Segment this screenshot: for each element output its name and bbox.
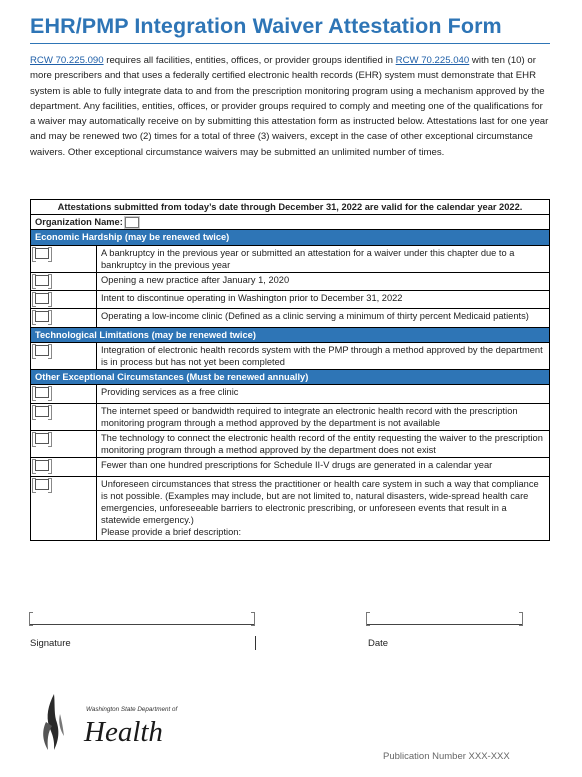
free-clinic-checkbox[interactable] xyxy=(35,387,49,398)
table-row xyxy=(31,458,550,476)
waiver-form-table xyxy=(30,199,550,541)
organization-name-row xyxy=(31,215,550,230)
table-row xyxy=(31,309,550,327)
criterion-text: Fewer than one hundred prescriptions for Schedule II-V drugs are generated in a calendar year xyxy=(97,458,550,476)
table-row xyxy=(31,291,550,309)
criterion-text: The technology to connect the electronic health record of the entity requesting the waiver to the prescription monitoring program through a method approved by the department does not exist xyxy=(97,431,550,458)
criterion-text: Opening a new practice after January 1, 2020 xyxy=(97,273,550,291)
table-row xyxy=(31,273,550,291)
intro-text-1: requires all facilities, entities, offices, or provider groups identified in xyxy=(103,55,396,66)
validity-header: Attestations submitted from today’s date through December 31, 2022 are valid for the calendar year 2022. xyxy=(31,200,550,215)
bankruptcy-checkbox[interactable] xyxy=(35,248,49,259)
table-row xyxy=(31,385,550,403)
table-row xyxy=(31,403,550,430)
publication-number: Publication Number XXX-XXX xyxy=(383,751,510,762)
intro-paragraph xyxy=(30,53,550,160)
divider xyxy=(255,636,256,650)
intro-text-2: with ten (10) or more prescribers and that uses a federally certified electronic health records (EHR) system must demonstrate that EHR system is able to fully integrate data to and from the prescription monitoring program using a mechanism approved by the department. Any facilities, entities, offices, or provider groups required to comply and meeting one of the qualifications for a waiver may automatically receive on by submitting this attestation form as instructed below. Attestations last for one year and may be renewed two (2) times for a total of three (3) waivers, except in the case of other exceptional circumstance waivers. Other exceptional circumstance waivers may be submitted an unlimited number of times. xyxy=(30,55,549,158)
signature-label: Signature xyxy=(30,638,71,649)
low-prescriptions-checkbox[interactable] xyxy=(35,460,49,471)
section-technological-limitations: Technological Limitations (may be renewed twice) xyxy=(31,327,550,342)
table-row xyxy=(31,431,550,458)
rcw-70-225-040-link[interactable]: RCW 70.225.040 xyxy=(395,55,470,66)
criterion-text: Operating a low-income clinic (Defined as a clinic serving a minimum of thirty percent Medicaid patients) xyxy=(97,309,550,327)
table-row xyxy=(31,476,550,540)
table-row xyxy=(31,342,550,369)
criterion-text: Providing services as a free clinic xyxy=(97,385,550,403)
unforeseen-circumstances-checkbox[interactable] xyxy=(35,479,49,490)
criterion-text: A bankruptcy in the previous year or submitted an attestation for a waiver under this chapter due to a bankruptcy in the previous year xyxy=(97,245,550,272)
signature-field[interactable] xyxy=(30,612,254,625)
internet-speed-checkbox[interactable] xyxy=(35,406,49,417)
unforeseen-circumstances-text: Unforeseen circumstances that stress the practitioner or health care system in such a way that compliance is not possible. (Examples may include, but are not limited to, natural disasters, wide-spread health care emergencies, unforeseeable barriers to electronic prescribing, or unforeseen events that result in a statewide emergency.) xyxy=(101,478,539,526)
criterion-text: Integration of electronic health records system with the PMP through a method approved by the department is in process but has not yet been completed xyxy=(97,342,550,369)
page-title: EHR/PMP Integration Waiver Attestation Form xyxy=(30,14,550,44)
date-label: Date xyxy=(368,638,389,649)
logo-dept-text: Washington State Department of xyxy=(86,706,178,713)
criterion-text: Intent to discontinue operating in Washington prior to December 31, 2022 xyxy=(97,291,550,309)
rcw-70-225-090-link[interactable]: RCW 70.225.090 xyxy=(30,55,104,66)
integration-in-process-checkbox[interactable] xyxy=(35,345,49,356)
organization-name-label: Organization Name: xyxy=(35,217,123,228)
organization-name-field[interactable] xyxy=(125,217,139,228)
criterion-text xyxy=(97,476,550,540)
wa-doh-logo xyxy=(38,692,188,756)
table-row xyxy=(31,245,550,272)
logo-health-text: Health xyxy=(84,716,163,748)
discontinue-operating-checkbox[interactable] xyxy=(35,293,49,304)
section-economic-hardship: Economic Hardship (may be renewed twice) xyxy=(31,230,550,245)
criterion-text: The internet speed or bandwidth required to integrate an electronic health record with the prescription monitoring program through a method approved by the department is not available xyxy=(97,403,550,430)
date-field[interactable] xyxy=(367,612,522,625)
section-other-exceptional: Other Exceptional Circumstances (Must be renewed annually) xyxy=(31,370,550,385)
description-prompt: Please provide a brief description: xyxy=(101,527,242,538)
technology-missing-checkbox[interactable] xyxy=(35,433,49,444)
new-practice-checkbox[interactable] xyxy=(35,275,49,286)
low-income-clinic-checkbox[interactable] xyxy=(35,311,49,322)
